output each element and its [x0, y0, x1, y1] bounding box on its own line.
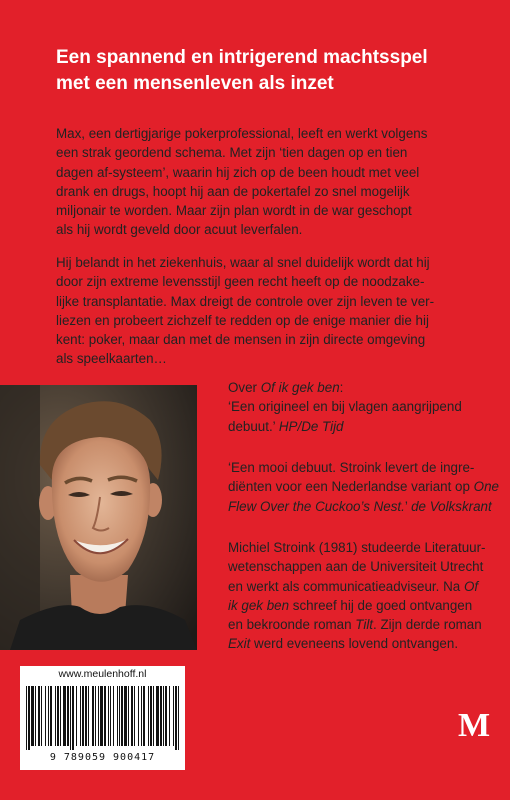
barcode-bar [76, 686, 77, 746]
book-title: Exit [228, 636, 251, 652]
barcode-bar [95, 686, 96, 746]
author-bio [228, 538, 498, 654]
barcode-bar [141, 686, 142, 746]
barcode-bar [48, 686, 49, 746]
bio-line [228, 615, 498, 634]
text-line: drank en drugs, hoopt hij aan de pokertafel zo snel mogelijk [56, 183, 410, 199]
bio-text: en bekroonde roman [228, 617, 356, 633]
barcode-bar [63, 686, 66, 746]
quote-text-line [228, 417, 498, 436]
headline-line-2: met een mensenleven als inzet [56, 73, 334, 94]
barcode-bar [45, 686, 46, 746]
bio-text: werd eveneens lovend ontvangen. [250, 636, 459, 652]
text-line: als hij wordt geveld door acuut leverfalen. [56, 222, 303, 238]
barcode-bar [175, 686, 177, 750]
barcode-bar [50, 686, 52, 746]
headline [56, 45, 476, 97]
barcode-bar [150, 686, 152, 746]
barcode-bar [72, 686, 74, 750]
text-line: lijke transplantatie. Max dreigt de controle over zijn leven te ver- [56, 293, 435, 309]
quote-text-line: ‘Een mooi debuut. Stroink levert de ingre- [228, 460, 475, 475]
barcode-bar [35, 686, 36, 746]
bio-line [228, 577, 498, 596]
barcode-bar [113, 686, 114, 746]
barcode-bar [124, 686, 127, 746]
barcode-bar [82, 686, 84, 746]
bio-text: en werkt als communicatieadviseur. Na [228, 578, 464, 594]
book-title: Of [463, 578, 479, 594]
barcode-bar [119, 686, 120, 746]
barcode-bar [88, 686, 89, 746]
barcode-bar [60, 686, 61, 746]
barcode-bar [67, 686, 69, 746]
author-portrait-illustration [0, 385, 197, 650]
bio-text: schreef hij de goed ontvangen [289, 597, 473, 613]
publisher-logo-m [458, 706, 490, 740]
barcode-bar [143, 686, 145, 746]
barcode-bar [138, 686, 139, 746]
quote-source: de Volkskrant [411, 498, 492, 514]
review-quote-1 [228, 378, 498, 436]
barcode-bar [163, 686, 164, 746]
barcode-bar [28, 686, 30, 750]
barcode-bar [104, 686, 106, 746]
barcode-bar [173, 686, 174, 746]
quote-colon: : [339, 380, 344, 395]
quote-close: ’ [404, 498, 412, 514]
text-line: een strak geordend schema. Met zijn ‘tien dagen op en tien [56, 145, 408, 161]
barcode-bar [148, 686, 149, 746]
barcode-bars [26, 686, 179, 750]
bio-line: wetenschappen aan de Universiteit Utrecht [228, 559, 484, 575]
barcode-bar [156, 686, 159, 746]
synopsis-paragraph-1 [56, 124, 486, 240]
text-line: dagen af-systeem’, waarin hij zich op de been houdt met veel [56, 164, 420, 180]
barcode-bar [100, 686, 103, 746]
quote-text-end: debuut.’ [228, 418, 279, 434]
text-line: door zijn extreme levensstijl geen recht heeft op de noodzake- [56, 274, 425, 290]
barcode-bar [31, 686, 34, 746]
barcode-bar [121, 686, 123, 746]
logo-letter: M [458, 707, 490, 740]
barcode-bar [70, 686, 71, 750]
barcode-bar [80, 686, 81, 746]
bio-line [228, 596, 498, 615]
barcode-bar [128, 686, 129, 746]
barcode-bar [169, 686, 170, 746]
book-title: Of ik gek ben [260, 380, 340, 395]
text-line: Hij belandt in het ziekenhuis, waar al snel duidelijk wordt dat hij [56, 255, 430, 270]
barcode-bar [55, 686, 56, 746]
quote-source: HP/De Tijd [278, 418, 344, 434]
quote-intro-line [228, 378, 498, 397]
book-title: ik gek ben [228, 597, 290, 613]
film-title-start: One [473, 479, 499, 495]
barcode-bar [131, 686, 133, 746]
review-quote-2 [228, 458, 498, 516]
author-photo [0, 385, 197, 650]
quote-text: diënten voor een Nederlandse variant op [228, 479, 474, 495]
barcode-bar [41, 686, 42, 746]
text-line: Max, een dertigjarige pokerprofessional, leeft en werkt volgens [56, 126, 428, 141]
film-title-end: Flew Over the Cuckoo’s Nest. [228, 498, 405, 514]
barcode-bar [98, 686, 99, 746]
barcode-bar [110, 686, 111, 746]
book-title: Tilt [355, 617, 374, 633]
barcode-bar [160, 686, 162, 746]
barcode-bar [153, 686, 154, 746]
barcode-bar [165, 686, 167, 746]
synopsis-paragraph-2 [56, 253, 486, 369]
publisher-url: www.meulenhoff.nl [58, 668, 147, 680]
text-line: miljonair te worden. Maar zijn plan wordt in de war geschopt [56, 203, 412, 219]
quote-intro: Over [228, 380, 261, 395]
barcode-bar [134, 686, 135, 746]
bio-text: . Zijn derde roman [373, 617, 482, 633]
text-line: als speelkaarten… [56, 351, 167, 367]
barcode-bar [57, 686, 59, 746]
headline-line-1: Een spannend en intrigerend machtsspel [56, 47, 428, 68]
barcode-bar [38, 686, 40, 746]
quote-text-line [228, 497, 498, 516]
barcode-bar [85, 686, 87, 746]
bio-line: Michiel Stroink (1981) studeerde Literatuur- [228, 540, 486, 555]
barcode-bar [26, 686, 27, 750]
barcode-bar [92, 686, 94, 746]
isbn-number: 9 789059 900417 [49, 752, 156, 763]
text-line: liezen en probeert zichzelf te redden op de enige manier die hij [56, 312, 429, 328]
barcode-box [20, 666, 185, 770]
barcode-bar [178, 686, 179, 750]
text-line: kent: poker, maar dan met de mensen in zijn directe omgeving [56, 332, 426, 348]
barcode-bar [117, 686, 118, 746]
bio-line [228, 634, 498, 653]
quote-text-line: ‘Een origineel en bij vlagen aangrijpend [228, 399, 462, 415]
quote-text-line [228, 477, 498, 496]
barcode-bar [108, 686, 109, 746]
